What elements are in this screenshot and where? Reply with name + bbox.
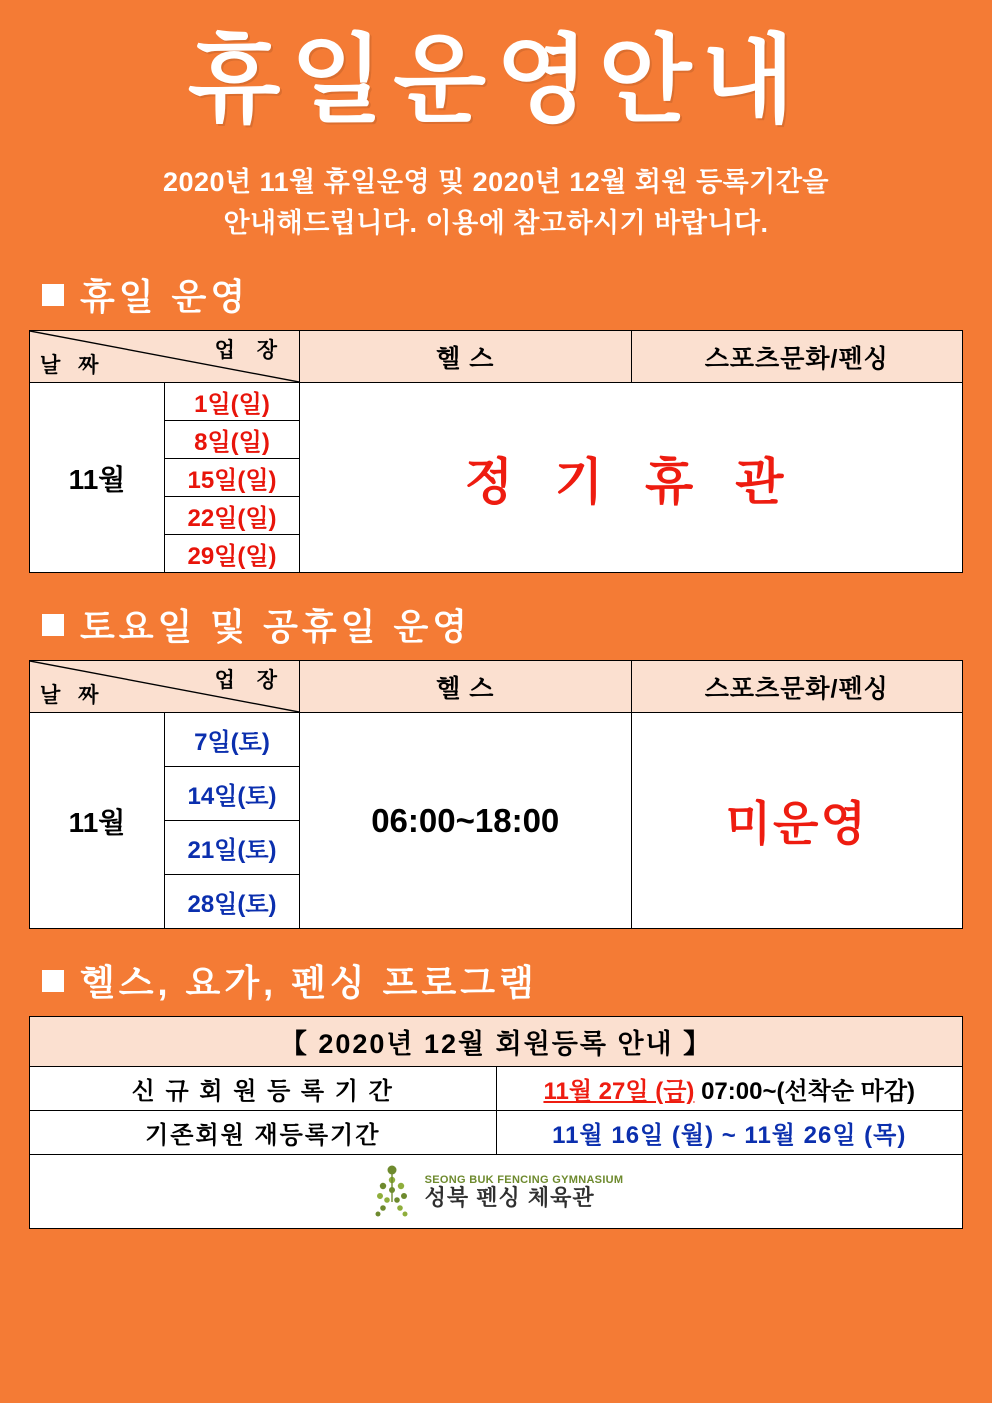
diagonal-header-cell: [30, 331, 300, 383]
table-row: [30, 1155, 963, 1229]
month-cell: 11월: [30, 383, 165, 573]
existing-member-label: 기존회원 재등록기간: [30, 1111, 497, 1155]
new-member-date: 11월 27일 (금): [543, 1078, 695, 1106]
new-member-value: [496, 1067, 963, 1111]
table-row: [30, 1111, 963, 1155]
logo-cell: [30, 1155, 963, 1229]
saturday-table: [29, 660, 963, 929]
subtitle-line-1: 2020년 11월 휴일운영 및 2020년 12월 회원 등록기간을: [162, 167, 830, 198]
page-title: 휴일운영안내: [187, 27, 805, 134]
day-cell: 28일(토): [165, 875, 300, 929]
new-member-label: 신 규 회 원 등 록 기 간: [30, 1067, 497, 1111]
day-cell: 7일(토): [165, 713, 300, 767]
day-cell: 29일(일): [165, 535, 300, 573]
day-cell: 22일(일): [165, 497, 300, 535]
header-corner-bottom-left: 날 짜: [40, 684, 105, 708]
closed-notice: 정 기 휴 관: [300, 383, 963, 573]
day-cell: 14일(토): [165, 767, 300, 821]
day-cell: 1일(일): [165, 383, 300, 421]
registration-table: [29, 1016, 963, 1229]
day-cell: 8일(일): [165, 421, 300, 459]
table-header-row: [30, 661, 963, 713]
health-hours: 06:00~18:00: [300, 713, 632, 929]
new-member-time: 07:00~(선착순 마감): [694, 1078, 916, 1106]
holiday-table: [29, 330, 963, 573]
bullet-square-icon: [42, 614, 64, 636]
fencing-logo-icon: [369, 1164, 415, 1220]
logo-korean: 성북 펜싱 체육관: [424, 1184, 595, 1210]
section-heading-programs-label: 헬스, 요가, 펜싱 프로그램: [80, 962, 538, 1004]
table-row: [30, 1017, 963, 1067]
logo-english: SEONG BUK FENCING GYMNASIUM: [424, 1173, 624, 1186]
section-heading-holiday-label: 휴일 운영: [80, 276, 250, 318]
bullet-square-icon: [42, 970, 64, 992]
header-health: 헬 스: [300, 661, 632, 713]
section-heading-holiday: [42, 269, 964, 320]
sports-status: 미운영: [631, 713, 963, 929]
month-cell: 11월: [30, 713, 165, 929]
existing-member-period: 11월 16일 (월) ~ 11월 26일 (목): [552, 1122, 907, 1150]
diagonal-header-cell: [30, 661, 300, 713]
header-health: 헬 스: [300, 331, 632, 383]
section-heading-saturday: [42, 599, 964, 650]
subtitle-line-2: 안내해드립니다. 이용에 참고하시기 바랍니다.: [223, 207, 769, 238]
logo-text: [425, 1174, 624, 1210]
section-heading-programs: [42, 955, 964, 1006]
bullet-square-icon: [42, 284, 64, 306]
header-sports: 스포츠문화/펜싱: [631, 331, 963, 383]
registration-box-title: 【 2020년 12월 회원등록 안내 】: [30, 1017, 963, 1067]
subtitle: [28, 162, 964, 243]
table-row: [30, 383, 963, 421]
day-cell: 15일(일): [165, 459, 300, 497]
existing-member-value: [496, 1111, 963, 1155]
table-header-row: [30, 331, 963, 383]
header-sports: 스포츠문화/펜싱: [631, 661, 963, 713]
table-row: [30, 1067, 963, 1111]
day-cell: 21일(토): [165, 821, 300, 875]
header-corner-bottom-left: 날 짜: [40, 354, 105, 378]
logo: [31, 1164, 961, 1220]
header-corner-top-right: 업 장: [214, 669, 285, 693]
section-heading-saturday-label: 토요일 및 공휴일 운영: [80, 606, 471, 648]
table-row: [30, 713, 963, 767]
header-corner-top-right: 업 장: [214, 339, 285, 363]
